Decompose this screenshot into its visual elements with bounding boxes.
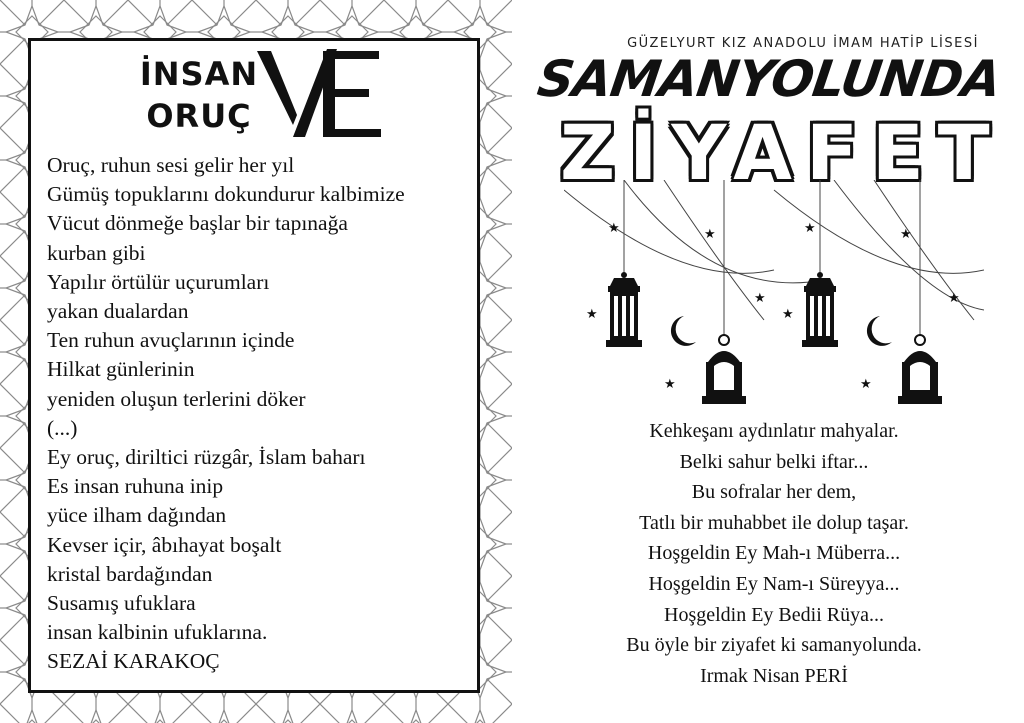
lantern-icon bbox=[606, 272, 642, 347]
star-icon: ★ bbox=[900, 227, 912, 242]
star-icon: ★ bbox=[664, 377, 676, 392]
brand-title-line1: SAMANYOLUNDA bbox=[534, 50, 1004, 108]
crescent-moon-icon bbox=[671, 316, 696, 346]
poem-line: kristal bardağından bbox=[47, 561, 213, 586]
verse-line: Kehkeşanı aydınlatır mahyalar. bbox=[649, 420, 899, 442]
verse-line: Belki sahur belki iftar... bbox=[679, 450, 869, 473]
ramadan-decoration bbox=[564, 180, 984, 412]
verse-line: Hoşgeldin Ey Nam-ı Süreyya... bbox=[648, 572, 900, 595]
verse-line: Irmak Nisan PERİ bbox=[700, 664, 848, 687]
lantern-icon bbox=[802, 272, 838, 347]
poem-line: Gümüş topuklarını dokundurur kalbimize bbox=[47, 182, 405, 207]
poem-line: yakan dualardan bbox=[47, 299, 189, 324]
verse-line: Tatlı bir muhabbet ile dolup taşar. bbox=[639, 511, 909, 534]
poem-line: kurban gibi bbox=[47, 240, 146, 265]
poem-line: Ey oruç, diriltici rüzgâr, İslam baharı bbox=[47, 445, 366, 470]
star-icon: ★ bbox=[586, 307, 598, 322]
poem-line: Kevser içir, âbıhayat boşalt bbox=[47, 532, 282, 557]
lantern-icon bbox=[702, 335, 746, 404]
star-icon: ★ bbox=[608, 221, 620, 236]
poem-line: insan kalbinin ufuklarına. bbox=[47, 620, 268, 645]
star-icon: ★ bbox=[804, 221, 816, 236]
poem-line: yüce ilham dağından bbox=[47, 503, 227, 528]
verse-line: Bu öyle bir ziyafet ki samanyolunda. bbox=[626, 634, 922, 657]
poem-line: Oruç, ruhun sesi gelir her yıl bbox=[47, 153, 295, 177]
poem-line: (...) bbox=[47, 415, 78, 440]
poem-line: Es insan ruhuna inip bbox=[47, 474, 224, 499]
verse-line: Hoşgeldin Ey Bedii Rüya... bbox=[664, 603, 884, 626]
star-icon: ★ bbox=[860, 377, 872, 392]
school-name: GÜZELYURT KIZ ANADOLU İMAM HATİP LİSESİ bbox=[627, 36, 979, 51]
title-word-insan: İNSAN bbox=[139, 55, 259, 93]
verse-line: Hoşgeldin Ey Mah-ı Müberra... bbox=[647, 542, 901, 565]
poem-line: Vücut dönmeğe başlar bir tapınağa bbox=[47, 211, 348, 236]
poem-frame bbox=[28, 38, 480, 693]
poem-line: Susamış ufuklara bbox=[47, 591, 196, 616]
verse-text bbox=[512, 416, 1024, 691]
poem-line: Ten ruhun avuçlarının içinde bbox=[47, 328, 295, 353]
lantern-icon bbox=[898, 335, 942, 404]
right-page bbox=[512, 0, 1024, 723]
poem-line: yeniden oluşun terlerini döker bbox=[47, 386, 306, 411]
brand-title-line2: ZİYAFET bbox=[560, 108, 1004, 197]
star-icon: ★ bbox=[754, 291, 766, 306]
title-word-oruc: ORUÇ bbox=[146, 97, 252, 135]
poem-line: Yapılır örtülür uçurumları bbox=[47, 269, 270, 294]
ve-logo bbox=[253, 45, 383, 145]
crescent-moon-icon bbox=[867, 316, 892, 346]
poem-line: Hilkat günlerinin bbox=[47, 357, 195, 382]
star-icon: ★ bbox=[782, 307, 794, 322]
verse-line: Bu sofralar her dem, bbox=[691, 481, 857, 504]
star-icon: ★ bbox=[704, 227, 716, 242]
poem-line: SEZAİ KARAKOÇ bbox=[47, 649, 220, 674]
star-icon: ★ bbox=[948, 291, 960, 306]
poem-text bbox=[47, 151, 405, 677]
